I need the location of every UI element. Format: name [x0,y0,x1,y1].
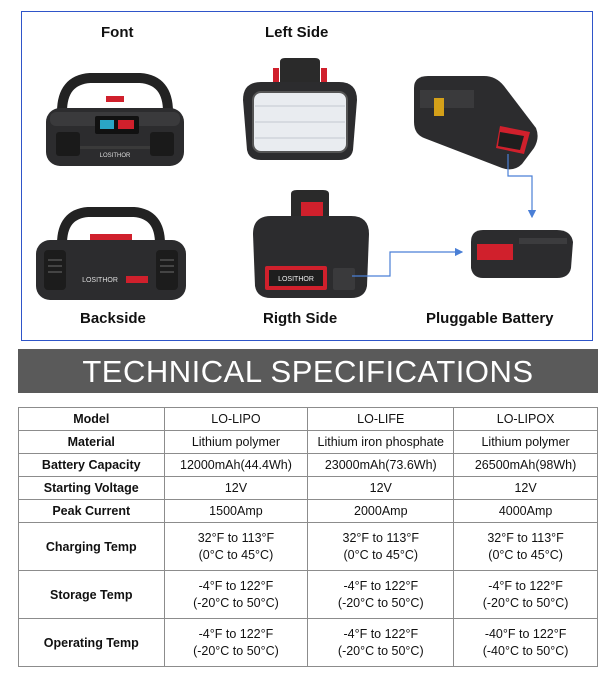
spec-cell [308,477,454,500]
spec-value: (0°C to 45°C) [343,547,419,562]
spec-value: 1500Amp [209,503,263,518]
product-photo-panel [21,11,593,341]
spec-value: 23000mAh(73.6Wh) [324,457,437,472]
header-label: Model [19,408,165,431]
spec-value: 12V [514,480,537,495]
spec-cell [454,523,598,571]
model-lo-life: LO-LIFE [308,408,454,431]
spec-value: 26500mAh(98Wh) [474,457,577,472]
model-lo-lipox: LO-LIPOX [454,408,598,431]
spec-value: (0°C to 45°C) [488,547,563,562]
left-side-caption: Left Side [265,24,329,41]
spec-value: Lithium polymer [481,434,570,449]
backside-caption: Backside [80,310,146,327]
spec-value: (-20°C to 50°C) [193,595,279,610]
pluggable-battery-caption: Pluggable Battery [426,310,554,327]
spec-cell [164,477,308,500]
spec-value: 32°F to 113°F [342,530,420,545]
spec-cell [454,571,598,619]
row-label: Battery Capacity [19,454,165,477]
row-label: Starting Voltage [19,477,165,500]
spec-value: -4°F to 122°F [343,626,419,641]
battery-arrows [22,12,594,342]
table-row [19,523,598,571]
spec-value: 12V [224,480,248,495]
svg-text:LOSITHOR: LOSITHOR [82,277,118,284]
spec-cell [164,454,308,477]
brand-logo: LOSITHOR [99,153,131,159]
spec-value: 12V [369,480,392,495]
spec-cell [164,619,308,667]
spec-cell [454,477,598,500]
spec-value: (-40°C to 50°C) [482,643,569,658]
row-label: Charging Temp [19,523,165,571]
spec-cell [454,619,598,667]
spec-value: -4°F to 122°F [343,578,419,593]
spec-cell [308,523,454,571]
table-row [19,454,598,477]
spec-value: 12000mAh(44.4Wh) [180,457,292,472]
spec-cell [164,500,308,523]
spec-cell [308,571,454,619]
spec-value: -4°F to 122°F [198,578,274,593]
right-side-caption: Rigth Side [263,310,338,327]
spec-cell [454,500,598,523]
spec-cell [164,431,308,454]
spec-value: (-20°C to 50°C) [337,643,424,658]
front-view-caption: Font [101,24,134,41]
table-header-row [19,408,598,431]
spec-value: 32°F to 113°F [487,530,564,545]
spec-value: (0°C to 45°C) [198,547,274,562]
spec-value: 4000Amp [498,503,553,518]
row-label: Material [19,431,165,454]
row-label: Operating Temp [19,619,165,667]
spec-cell [454,431,598,454]
spec-cell [454,454,598,477]
specifications-banner: TECHNICAL SPECIFICATIONS [18,349,598,393]
spec-value: Lithium iron phosphate [317,434,445,449]
table-row [19,619,598,667]
model-lo-lipo: LO-LIPO [164,408,308,431]
spec-value: -4°F to 122°F [488,578,563,593]
table-row [19,431,598,454]
table-row [19,500,598,523]
row-label: Peak Current [19,500,165,523]
row-label: Storage Temp [19,571,165,619]
spec-value: (-20°C to 50°C) [193,643,279,658]
spec-value: Lithium polymer [191,434,281,449]
spec-value: -40°F to 122°F [484,626,567,641]
spec-cell [164,571,308,619]
spec-cell [308,500,454,523]
spec-value: (-20°C to 50°C) [337,595,424,610]
specifications-table [18,407,598,667]
spec-value: 2000Amp [354,503,408,518]
table-row [19,477,598,500]
spec-value: 32°F to 113°F [197,530,275,545]
svg-text:LOSITHOR: LOSITHOR [278,276,314,283]
table-row [19,571,598,619]
spec-value: -4°F to 122°F [198,626,274,641]
spec-cell [308,619,454,667]
spec-cell [308,431,454,454]
spec-cell [308,454,454,477]
spec-cell [164,523,308,571]
spec-value: (-20°C to 50°C) [482,595,569,610]
